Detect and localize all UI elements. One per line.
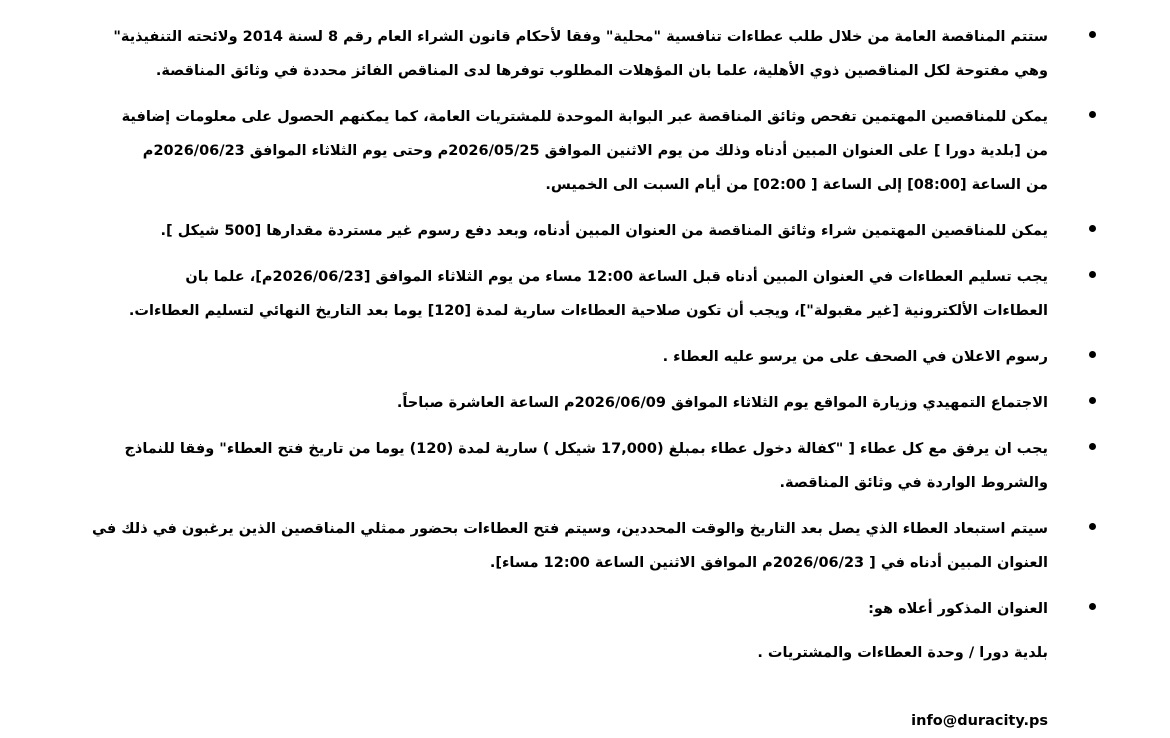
bullet-line: يمكن للمناقصين المهتمين تفحص وثائق المناقصة عبر البوابة الموحدة للمشتريات العامة، كما يمكنهم الحصول على معلومات إضافية <box>121 109 1048 125</box>
tender-conditions-list <box>78 20 1098 682</box>
address-line: بلدية دورا / وحدة العطاءات والمشتريات . <box>757 645 1048 661</box>
bullet-dot <box>1089 225 1096 232</box>
bullet-line: العنوان المذكور أعلاه هو: <box>868 601 1048 617</box>
bullet-line: يجب تسليم العطاءات في العنوان المبين أدناه قبل الساعة 12:00 مساء من يوم الثلاثاء الموافق [2026/06/23م]، علما بان <box>185 269 1048 285</box>
bullet-line: من الساعة [08:00] إلى الساعة [ 02:00] من أيام السبت الى الخميس. <box>545 177 1048 193</box>
bullet-item-submission-deadline <box>78 260 1098 328</box>
bullet-dot <box>1089 111 1096 118</box>
bullet-item-site-visit <box>78 386 1098 420</box>
bullet-dot <box>1089 603 1096 610</box>
bullet-item-bid-bond <box>78 432 1098 500</box>
email-line: info@duracity.ps <box>911 713 1048 729</box>
bullet-dot <box>1089 271 1096 278</box>
bullet-item-advertising-fees <box>78 340 1098 374</box>
bullet-line: والشروط الواردة في وثائق المناقصة. <box>779 475 1048 491</box>
bullet-dot <box>1089 31 1096 38</box>
bullet-line: العطاءات الألكترونية [غير مقبولة"]، ويجب أن تكون صلاحية العطاءات سارية لمدة [120] يوما بعد التاريخ النهائي لتسليم العطاءات. <box>128 303 1048 319</box>
bullet-item-address-heading <box>78 592 1098 626</box>
bullet-dot <box>1089 351 1096 358</box>
bullet-line: ستتم المناقصة العامة من خلال طلب عطاءات تنافسية "محلية" وفقا لأحكام قانون الشراء العام رقم 8 لسنة 2014 ولائحته التنفيذية" <box>113 29 1048 45</box>
bullet-item-inspect-documents <box>78 100 1098 202</box>
bullet-item-late-bids <box>78 512 1098 580</box>
bullet-dot <box>1089 443 1096 450</box>
bullet-line: يمكن للمناقصين المهتمين شراء وثائق المناقصة من العنوان المبين أدناه، وبعد دفع رسوم غير مستردة مقدارها [500 شيكل ]. <box>160 223 1048 239</box>
bullet-line: يجب ان يرفق مع كل عطاء [ "كفالة دخول عطاء بمبلغ (17,000 شيكل ) سارية لمدة (120) يوما من تاريخ فتح العطاء" وفقا للنماذج <box>124 441 1048 457</box>
bullet-item-purchase-documents <box>78 214 1098 248</box>
bullet-line: رسوم الاعلان في الصحف على من يرسو عليه العطاء . <box>662 349 1048 365</box>
bullet-line: الاجتماع التمهيدي وزيارة المواقع يوم الثلاثاء الموافق 2026/06/09م الساعة العاشرة صباحاً. <box>396 395 1048 411</box>
bullet-item-tender-type <box>78 20 1098 88</box>
bullet-dot <box>1089 523 1096 530</box>
bullet-line: من [بلدية دورا ] على العنوان المبين أدناه وذلك من يوم الاثنين الموافق 2026/05/25م وحتى يوم الثلاثاء الموافق 2026/06/23م <box>142 143 1048 159</box>
bullet-line: سيتم استبعاد العطاء الذي يصل بعد التاريخ والوقت المحددين، وسيتم فتح العطاءات بحضور ممثلي المناقصين الذين يرغبون في ذلك في <box>92 521 1048 537</box>
bullet-line: وهي مفتوحة لكل المناقصين ذوي الأهلية، علما بان المؤهلات المطلوب توفرها لدى المناقص الفائز محددة في وثائق المناقصة. <box>155 63 1048 79</box>
bullet-dot <box>1089 397 1096 404</box>
bullet-line: العنوان المبين أدناه في [ 2026/06/23م الموافق الاثنين الساعة 12:00 مساء]. <box>489 555 1048 571</box>
